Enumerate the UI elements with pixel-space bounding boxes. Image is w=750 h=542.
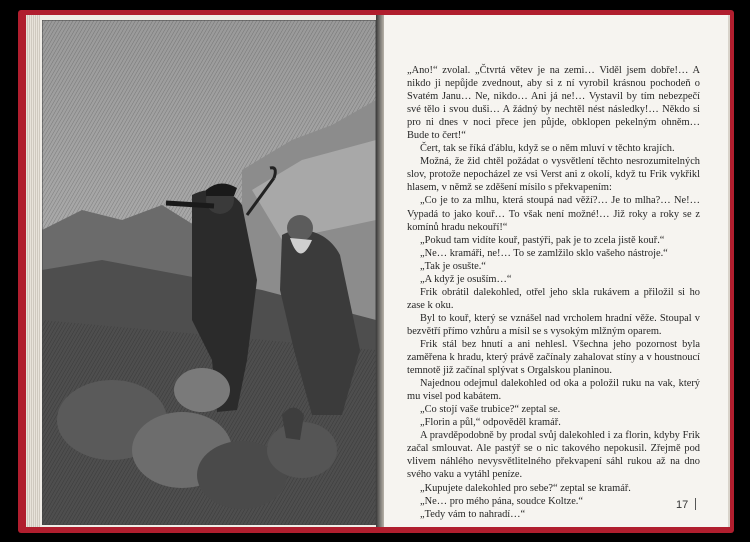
paragraph: „A když je osuším…“ — [420, 273, 512, 285]
paragraph: „Co je to za mlhu, která stoupá nad věží?… Je to mlha?… Ne!… Vypadá to jako kouř… To však není možné!… Již roky a roky se z komínů hradu nekouří!“ — [407, 195, 700, 233]
paragraph: „Pokud tam vidíte kouř, pastýři, pak je to zcela jistě kouř.“ — [420, 234, 665, 246]
paragraph: „Co stojí vaše trubice?“ zeptal se. — [420, 404, 561, 416]
engraving-illustration — [42, 20, 376, 525]
paragraph: „Ne… pro mého pána, soudce Koltze.“ — [420, 495, 584, 507]
page-number-rule — [695, 498, 696, 510]
paragraph: „Tak je osušte.“ — [420, 260, 486, 272]
paragraph: „Tedy vám to nahradí…“ — [420, 508, 526, 520]
paragraph: „Florin a půl,“ odpověděl kramář. — [420, 417, 561, 429]
body-text — [407, 64, 700, 521]
paragraph: Byl to kouř, který se vznášel nad vrcholem hradní věže. Stoupal v bezvětří přímo vzhůru a mísil se s vysokým mlžným oparem. — [407, 312, 700, 337]
paragraph: „Ne… kramáři, ne!… To se zamlžilo sklo vašeho nástroje.“ — [420, 247, 668, 259]
paragraph: „Ano!“ zvolal. „Čtvrtá větev je na zemi… Viděl jsem dobře!… A nikdo ji nepůjde zvednout, aby si z ní vyrobil krásnou pochodeň o Svatém Janu… Ne, nikdo… Ani já ne!… Vystavil by tím nebezpečí své tělo i svou duši… A žádný by nechtěl nést následky!… Někdo si pro ni dnes v noci přece jen půjde, obklopen pekelným ohněm… Bude to čert!“ — [407, 65, 700, 142]
paragraph: Frik obrátil dalekohled, otřel jeho skla rukávem a přiložil si ho zase k oku. — [407, 286, 700, 311]
paragraph: Frik stál bez hnutí a ani nehlesl. Všechna jeho pozornost byla zaměřena k hradu, který právě začínaly zahalovat stíny a v houstnoucí temnotě již začínal splývat s Orgalskou planinou. — [407, 338, 700, 377]
paragraph: Čert, tak se říká ďáblu, když se o něm mluví v těchto krajích. — [420, 143, 675, 155]
right-page — [384, 15, 730, 527]
paragraph: Najednou odejmul dalekohled od oka a položil ruku na vak, který mu visel pod kabátem. — [407, 378, 700, 403]
paragraph: „Kupujete dalekohled pro sebe?“ zeptal se kramář. — [420, 482, 631, 494]
paragraph: A pravděpodobně by prodal svůj dalekohled i za florin, kdyby Frik začal smlouvat. Ale pastýř se o nic takového nepokusil. Zřejmě pod vlivem náhlého nevysvětlitelného překvapení sáhl rukou až na dno svého vaku a vytáhl peníze. — [407, 430, 700, 481]
page-number: 17 — [676, 499, 689, 511]
paragraph: Možná, že žid chtěl požádat o vysvětlení těchto nesrozumitelných slov, protože nepocházel ze vsi Verst ani z okolí, když tu Frik vykřikl hlasem, v němž se zděšení mísilo s překvapením: — [407, 156, 700, 194]
shepherd-illustration-icon — [42, 20, 376, 525]
page-edges — [26, 15, 40, 527]
